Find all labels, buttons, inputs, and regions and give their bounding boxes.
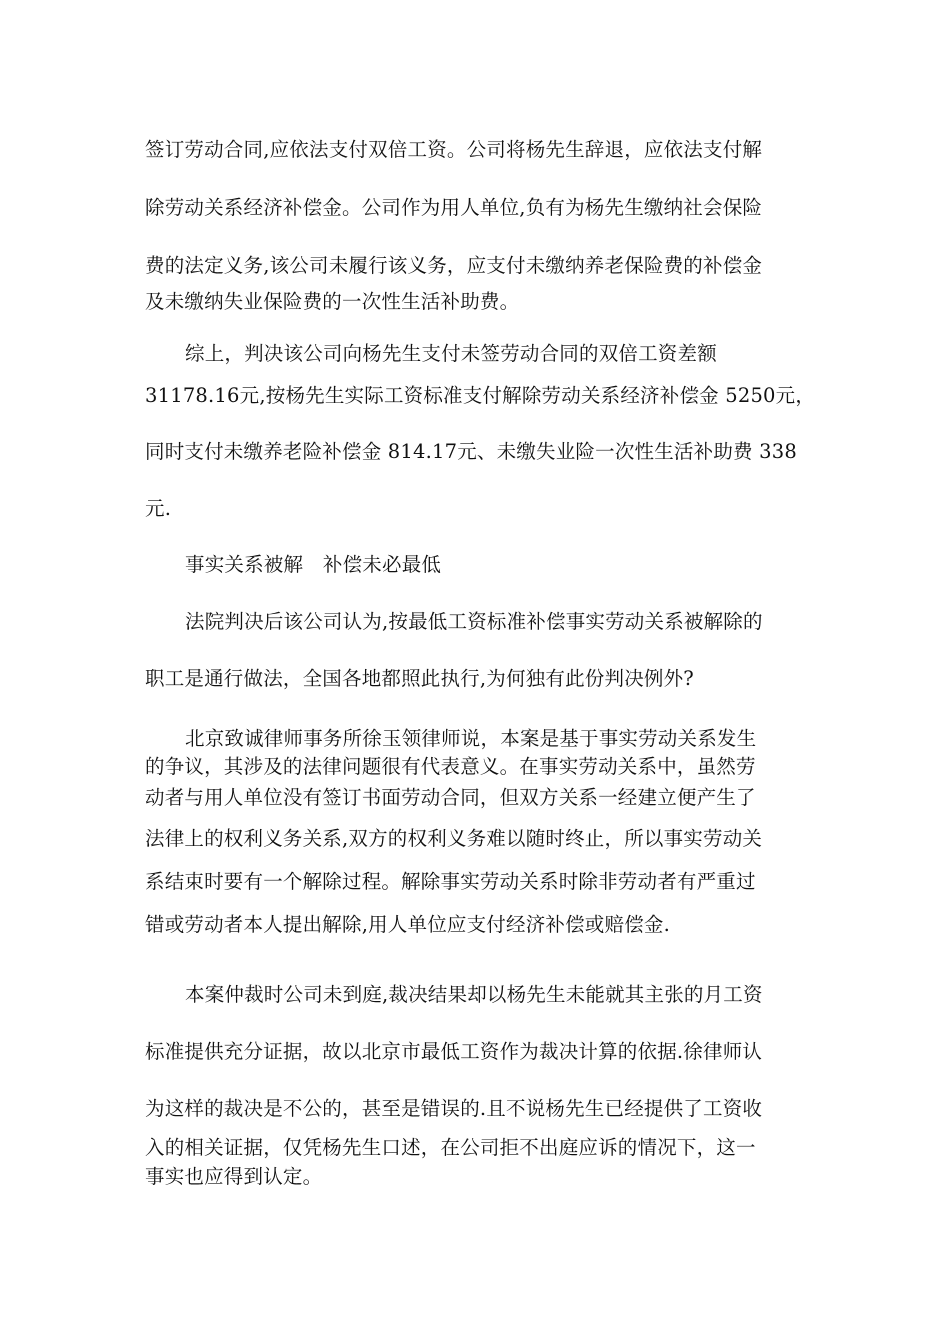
- text-line: 及未缴纳失业保险费的一次性生活补助费。: [145, 290, 520, 313]
- text-line: 法院判决后该公司认为,按最低工资标准补偿事实劳动关系被解除的: [185, 610, 763, 633]
- text-line: 费的法定义务,该公司未履行该义务，应支付未缴纳养老保险费的补偿金: [145, 254, 763, 277]
- text-line: 31178.16元,按杨先生实际工资标准支付解除劳动关系经济补偿金 5250元，: [145, 384, 816, 407]
- text-line: 的争议，其涉及的法律问题很有代表意义。在事实劳动关系中，虽然劳: [145, 755, 756, 778]
- text-line: 法律上的权利义务关系,双方的权利义务难以随时终止，所以事实劳动关: [145, 827, 763, 850]
- text-line: 签订劳动合同,应依法支付双倍工资。公司将杨先生辞退，应依法支付解: [145, 138, 763, 161]
- text-line: 除劳动关系经济补偿金。公司作为用人单位,负有为杨先生缴纳社会保险: [145, 196, 763, 219]
- text-line: 职工是通行做法，全国各地都照此执行,为何独有此份判决例外?: [145, 667, 694, 690]
- text-line: 为这样的裁决是不公的，甚至是错误的.且不说杨先生已经提供了工资收: [145, 1097, 763, 1120]
- section-heading: 事实关系被解 补偿未必最低: [185, 553, 442, 576]
- text-line: 系结束时要有一个解除过程。解除事实劳动关系时除非劳动者有严重过: [145, 870, 756, 893]
- text-line: 动者与用人单位没有签订书面劳动合同，但双方关系一经建立便产生了: [145, 786, 756, 809]
- text-line: 本案仲裁时公司未到庭,裁决结果却以杨先生未能就其主张的月工资: [185, 983, 763, 1006]
- text-line: 入的相关证据，仅凭杨先生口述，在公司拒不出庭应诉的情况下，这一: [145, 1136, 756, 1159]
- text-line: 元.: [145, 497, 172, 520]
- text-line: 标准提供充分证据，故以北京市最低工资作为裁决计算的依据.徐律师认: [145, 1040, 763, 1063]
- text-line: 事实也应得到认定。: [145, 1165, 323, 1188]
- text-line: 综上，判决该公司向杨先生支付未签劳动合同的双倍工资差额: [185, 342, 717, 365]
- text-line: 错或劳动者本人提出解除,用人单位应支付经济补偿或赔偿金.: [145, 913, 670, 936]
- text-line: 北京致诚律师事务所徐玉领律师说，本案是基于事实劳动关系发生: [185, 727, 757, 750]
- text-line: 同时支付未缴养老险补偿金 814.17元、未缴失业险一次性生活补助费 338: [145, 440, 797, 463]
